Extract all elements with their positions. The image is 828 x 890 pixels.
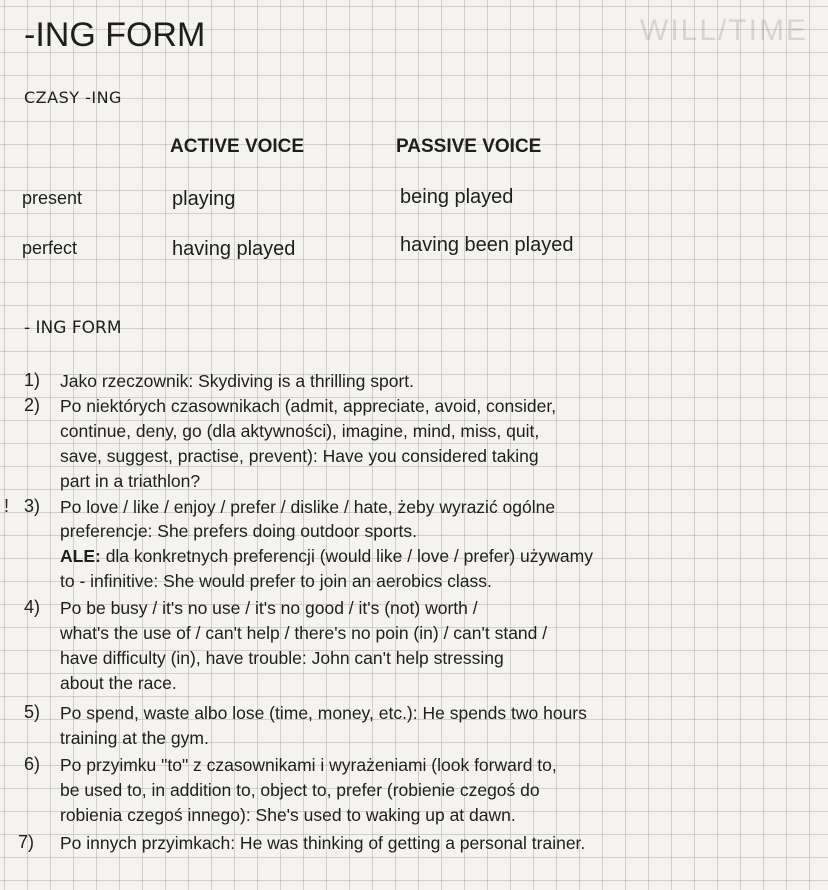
item-number: 2) xyxy=(24,395,41,415)
item-number: 7) xyxy=(18,832,35,852)
item-number: 6) xyxy=(24,754,41,774)
item-line: Po spend, waste albo lose (time, money, etc.): He spends two hours xyxy=(60,703,587,723)
item-line: be used to, in addition to, object to, prefer (robienie czegoś do xyxy=(60,780,540,800)
item-number: 3) xyxy=(24,496,41,516)
item-number: 4) xyxy=(24,597,41,617)
row-label-present: present xyxy=(22,188,83,208)
header-passive-voice: PASSIVE VOICE xyxy=(396,136,542,157)
cell-present-passive: being played xyxy=(400,186,514,208)
item-line: save, suggest, practise, prevent): Have you considered taking xyxy=(60,446,539,466)
item-line: Po niektórych czasownikach (admit, appreciate, avoid, consider, xyxy=(60,396,557,416)
page-subtitle: CZASY -ING xyxy=(24,88,122,107)
page-title: -ING FORM xyxy=(24,16,206,54)
ale-emphasis: ALE: xyxy=(60,546,101,566)
cell-perfect-active: having played xyxy=(172,238,296,260)
cell-present-active: playing xyxy=(172,188,236,210)
exclamation-mark: ! xyxy=(4,496,10,516)
item-line: Po be busy / it's no use / it's no good / it's (not) worth / xyxy=(60,598,478,618)
item-line: continue, deny, go (dla aktywności), imagine, mind, miss, quit, xyxy=(60,421,540,441)
cell-perfect-passive: having been played xyxy=(400,234,574,256)
item-line: to - infinitive: She would prefer to join an aerobics class. xyxy=(60,571,492,591)
item-line: Po przyimku "to" z czasownikami i wyrażeniami (look forward to, xyxy=(60,755,557,775)
item-line: have difficulty (in), have trouble: John can't help stressing xyxy=(60,648,504,668)
item-number: 1) xyxy=(24,370,41,390)
row-label-perfect: perfect xyxy=(22,238,78,258)
faded-stamp: WILL/TIME xyxy=(640,14,809,47)
item-line: part in a triathlon? xyxy=(60,471,201,491)
item-line: ALE: dla konkretnych preferencji (would like / love / prefer) używamy xyxy=(60,546,593,566)
item-line: preferencje: She prefers doing outdoor sports. xyxy=(60,521,418,541)
item-line: Po innych przyimkach: He was thinking of getting a personal trainer. xyxy=(60,833,586,853)
item-number: 5) xyxy=(24,702,41,722)
header-active-voice: ACTIVE VOICE xyxy=(170,136,305,157)
item-line: about the race. xyxy=(60,673,177,693)
item-line: what's the use of / can't help / there's no poin (in) / can't stand / xyxy=(60,623,548,643)
item-line: training at the gym. xyxy=(60,728,209,748)
item-line: Po love / like / enjoy / prefer / dislike / hate, żeby wyrazić ogólne xyxy=(60,497,556,517)
item-line: robienia czegoś innego): She's used to waking up at dawn. xyxy=(60,805,516,825)
section-heading: - ING FORM xyxy=(24,318,122,338)
item-line: Jako rzeczownik: Skydiving is a thrilling sport. xyxy=(60,371,415,391)
